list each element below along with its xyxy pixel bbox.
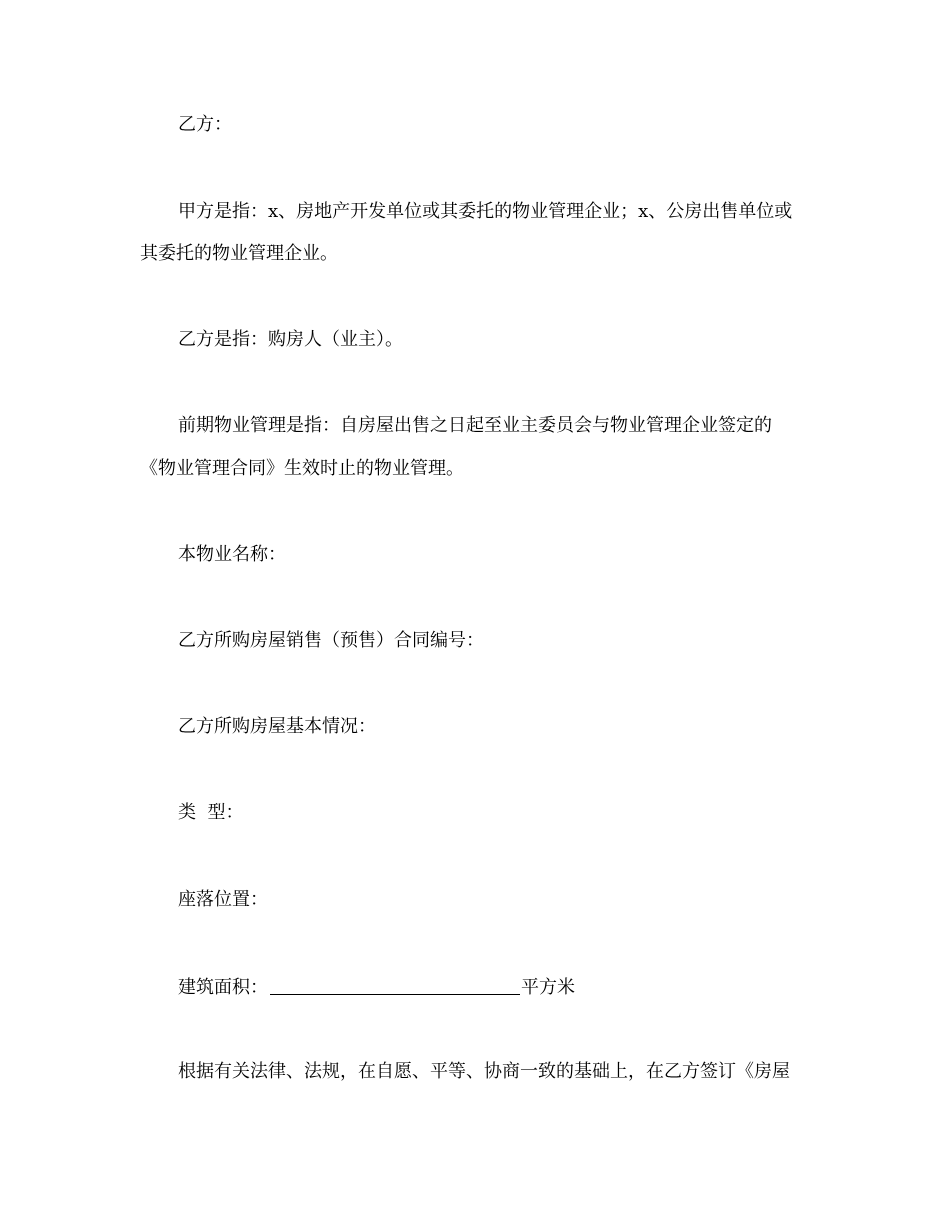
definition-party-a-line-2 (0, 242, 950, 266)
definition-preliminary-text-2: 《物业管理合同》生效时止的物业管理。 (140, 458, 464, 479)
location-field (0, 888, 950, 912)
closing-paragraph-text: 根据有关法律、法规，在自愿、平等、协商一致的基础上，在乙方签订《房屋 (178, 1061, 790, 1082)
definition-party-a-line-1 (0, 200, 950, 224)
definition-preliminary-line-2 (0, 457, 950, 481)
floor-area-label: 建筑面积： (178, 977, 268, 998)
property-name-field (0, 543, 950, 567)
definition-party-a-text-1: 甲方是指：x、房地产开发单位或其委托的物业管理企业；x、公房出售单位或 (178, 201, 793, 222)
floor-area-blank (270, 976, 520, 995)
definition-party-b (0, 328, 950, 352)
party-b-heading-text: 乙方： (178, 114, 232, 135)
definition-party-a-text-2: 其委托的物业管理企业。 (140, 243, 338, 264)
definition-preliminary-line-1 (0, 414, 950, 438)
property-name-label: 本物业名称： (178, 544, 286, 565)
party-b-heading (0, 113, 950, 137)
definition-preliminary-text-1: 前期物业管理是指：自房屋出售之日起至业主委员会与物业管理企业签定的 (178, 415, 772, 436)
floor-area-field (0, 974, 950, 1000)
location-label: 座落位置： (178, 889, 268, 910)
contract-number-field (0, 629, 950, 653)
contract-number-label: 乙方所购房屋销售（预售）合同编号： (178, 630, 484, 651)
house-basic-info-label: 乙方所购房屋基本情况： (178, 716, 376, 737)
floor-area-unit: 平方米 (521, 977, 575, 998)
definition-party-b-text: 乙方是指：购房人（业主）。 (178, 329, 403, 350)
closing-paragraph-line-1 (0, 1060, 950, 1084)
type-field (0, 801, 950, 825)
house-basic-info-heading (0, 715, 950, 739)
type-label: 类 型： (178, 802, 244, 823)
